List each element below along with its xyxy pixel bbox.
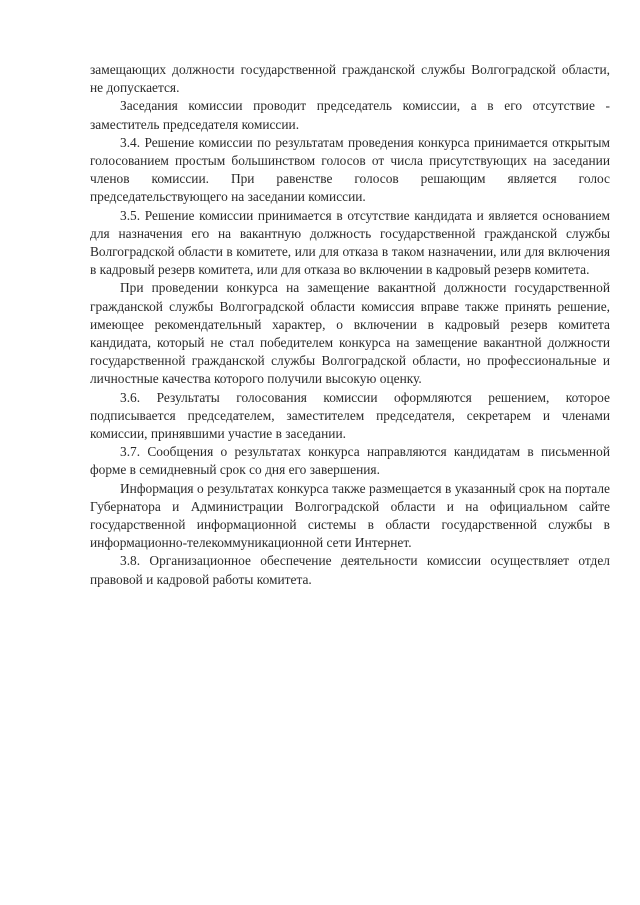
paragraph-3-6: 3.6. Результаты голосования комиссии оформляются решением, которое подписывается председателем, заместителем председателя, секретарем и членами комиссии, принявшими участие в заседании. (90, 389, 610, 442)
paragraph-meeting-chair: Заседания комиссии проводит председатель комиссии, а в его отсутствие - заместитель председателя комиссии. (90, 98, 610, 132)
paragraph-3-7: 3.7. Сообщения о результатах конкурса направляются кандидатам в письменной форме в семидневный срок со дня его завершения. (90, 444, 610, 478)
paragraph-3-5: 3.5. Решение комиссии принимается в отсутствие кандидата и является основанием для назначения его на вакантную должность государственной гражданской службы Волгоградской области в комитете, или для отказа в таком назначении, или для включения в кадровый резерв комитета, или для отказа во включении в кадровый резерв комитета. (90, 207, 610, 278)
paragraph-3-8: 3.8. Организационное обеспечение деятельности комиссии осуществляет отдел правовой и кадровой работы комитета. (90, 553, 610, 587)
paragraph-reserve-recommendation: При проведении конкурса на замещение вакантной должности государственной гражданской службы Волгоградской области комиссия вправе также принять решение, имеющее рекомендательный характер, о включении в кадровый резерв комитета кандидата, который не стал победителем конкурса на замещение вакантной должности государственной гражданской службы Волгоградской области, но профессиональные и личностные качества которого получили высокую оценку. (90, 280, 610, 387)
document-body (90, 61, 610, 589)
paragraph-results-publication: Информация о результатах конкурса также размещается в указанный срок на портале Губернатора и Администрации Волгоградской области и на официальном сайте государственной информационной системы в области государственной службы в информационно-телекоммуникационной сети Интернет. (90, 480, 610, 551)
paragraph-3-4: 3.4. Решение комиссии по результатам проведения конкурса принимается открытым голосованием простым большинством голосов от числа присутствующих на заседании членов комиссии. При равенстве голосов решающим является голос председательствующего на заседании комиссии. (90, 134, 610, 205)
paragraph-continuation: замещающих должности государственной гражданской службы Волгоградской области, не допускается. (90, 62, 610, 96)
